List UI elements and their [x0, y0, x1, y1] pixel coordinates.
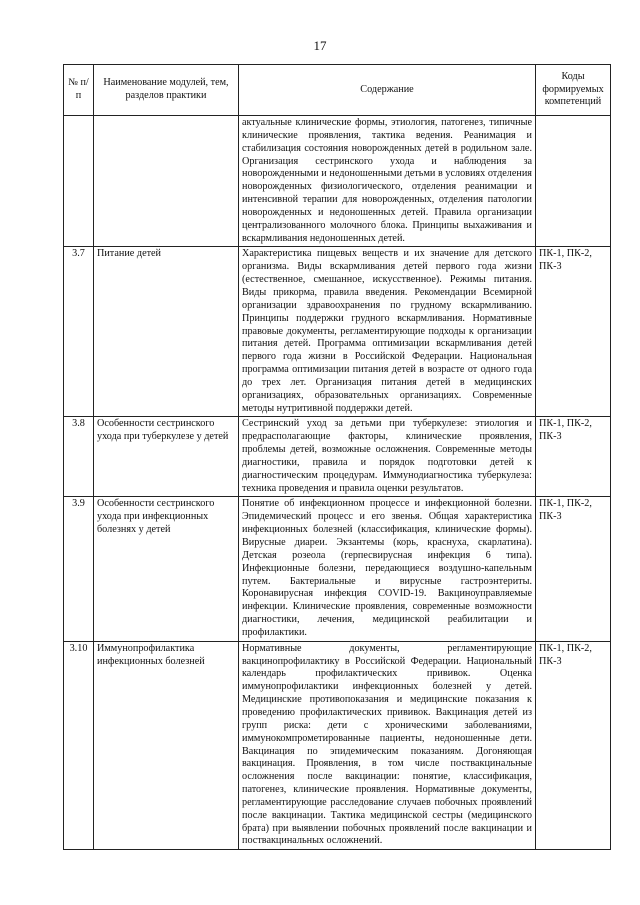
row-content: Нормативные документы, регламентирующие вакцинопрофилактику в Российской Федерации. Национальный календарь профилактических прививок. Оценка иммунопрофилактики инфекционных болезней у детей. Медицинские противопоказания и медицинские показания к проведению профилактических прививок. Вакцинация детей из групп риска: дети с хроническими заболеваниями, иммунокомпрометированные пациенты, недоношенные дети. Вакцинация по эпидемическим показаниям. Догоняющая вакцинация. Проявления, в том числе поствакцинальные осложнения после вакцинации: понятие, классификация, патогенез, клинические проявления. Нормативные документы, регламентирующие расследование случаев побочных проявлений после вакцинации. Тактика медицинской сестры (медицинского брата) при выявлении побочных проявлений после вакцинации и поствакцинальных осложнений. — [239, 641, 536, 850]
table-row — [64, 641, 611, 850]
row-number — [64, 116, 94, 247]
row-name — [94, 116, 239, 247]
table-row — [64, 497, 611, 641]
table-header-row — [64, 65, 611, 116]
row-content: Сестринский уход за детьми при туберкулезе: этиология и предрасполагающие факторы, клинические проявления, проблемы детей, возможные осложнения. Современные методы диагностики, правила и порядок подготовки детей к диагностическим процедурам. Иммунодиагностика туберкулеза: техника проведения и правила оценки результатов. — [239, 417, 536, 497]
row-codes: ПК-1, ПК-2, ПК-3 — [536, 247, 611, 417]
row-codes — [536, 116, 611, 247]
row-content: Характеристика пищевых веществ и их значение для детского организма. Виды вскармливания детей первого года жизни (естественное, смешанное, искусственное). Режимы питания. Виды прикорма, правила введения. Рекомендации Всемирной организации здравоохранения по грудному вскармливанию. Принципы поддержки грудного вскармливания. Нормативные правовые документы, регламентирующие подходы к организации питания детей. Программа оптимизации вскармливания детей первого года жизни в Российской Федерации. Национальная программа оптимизации питания детей в возрасте от одного года до трех лет. Организация питания детей в медицинских организациях, образовательных организациях. Современные методы нутритивной поддержки детей. — [239, 247, 536, 417]
row-number: 3.10 — [64, 641, 94, 850]
row-name: Особенности сестринского ухода при туберкулезе у детей — [94, 417, 239, 497]
row-number: 3.7 — [64, 247, 94, 417]
row-codes: ПК-1, ПК-2, ПК-3 — [536, 641, 611, 850]
header-number: № п/п — [64, 65, 94, 116]
row-number: 3.9 — [64, 497, 94, 641]
curriculum-table — [63, 64, 611, 850]
header-codes: Коды формируемых компетенций — [536, 65, 611, 116]
row-name: Иммунопрофилактика инфекционных болезней — [94, 641, 239, 850]
row-codes: ПК-1, ПК-2, ПК-3 — [536, 417, 611, 497]
row-codes: ПК-1, ПК-2, ПК-3 — [536, 497, 611, 641]
table-row — [64, 417, 611, 497]
header-content: Содержание — [239, 65, 536, 116]
table-row — [64, 247, 611, 417]
row-content: актуальные клинические формы, этиология, патогенез, типичные клинические проявления, тактика ведения. Реанимация и стабилизация состояния новорожденных детей в родильном зале. Организация сестринского ухода и наблюдения за новорожденными и недоношенными детьми в условиях отделения новорожденных физиологического, отделения реанимации и интенсивной терапии для новорожденных, отделения патологии новорожденных и недоношенных детей. Правила организации централизованного молочного блока. Принципы выхаживания и вскармливания недоношенных детей. — [239, 116, 536, 247]
row-number: 3.8 — [64, 417, 94, 497]
page-number: 17 — [313, 38, 327, 53]
row-name: Питание детей — [94, 247, 239, 417]
header-name: Наименование модулей, тем, разделов практики — [94, 65, 239, 116]
row-name: Особенности сестринского ухода при инфекционных болезнях у детей — [94, 497, 239, 641]
row-content: Понятие об инфекционном процессе и инфекционной болезни. Эпидемический процесс и его звенья. Общая характеристика инфекционных болезней (классификация, клинические формы). Вирусные диареи. Экзантемы (корь, краснуха, скарлатина). Детская розеола (герпесвирусная инфекция 6 типа). Инфекционные болезни, передающиеся воздушно-капельным путем. Бактериальные и вирусные гастроэнтериты. Коронавирусная инфекция COVID-19. Вакциноуправляемые инфекции. Клинические проявления, современные возможности диагностики, лечения, медицинской реабилитации и профилактики. — [239, 497, 536, 641]
table-row — [64, 116, 611, 247]
